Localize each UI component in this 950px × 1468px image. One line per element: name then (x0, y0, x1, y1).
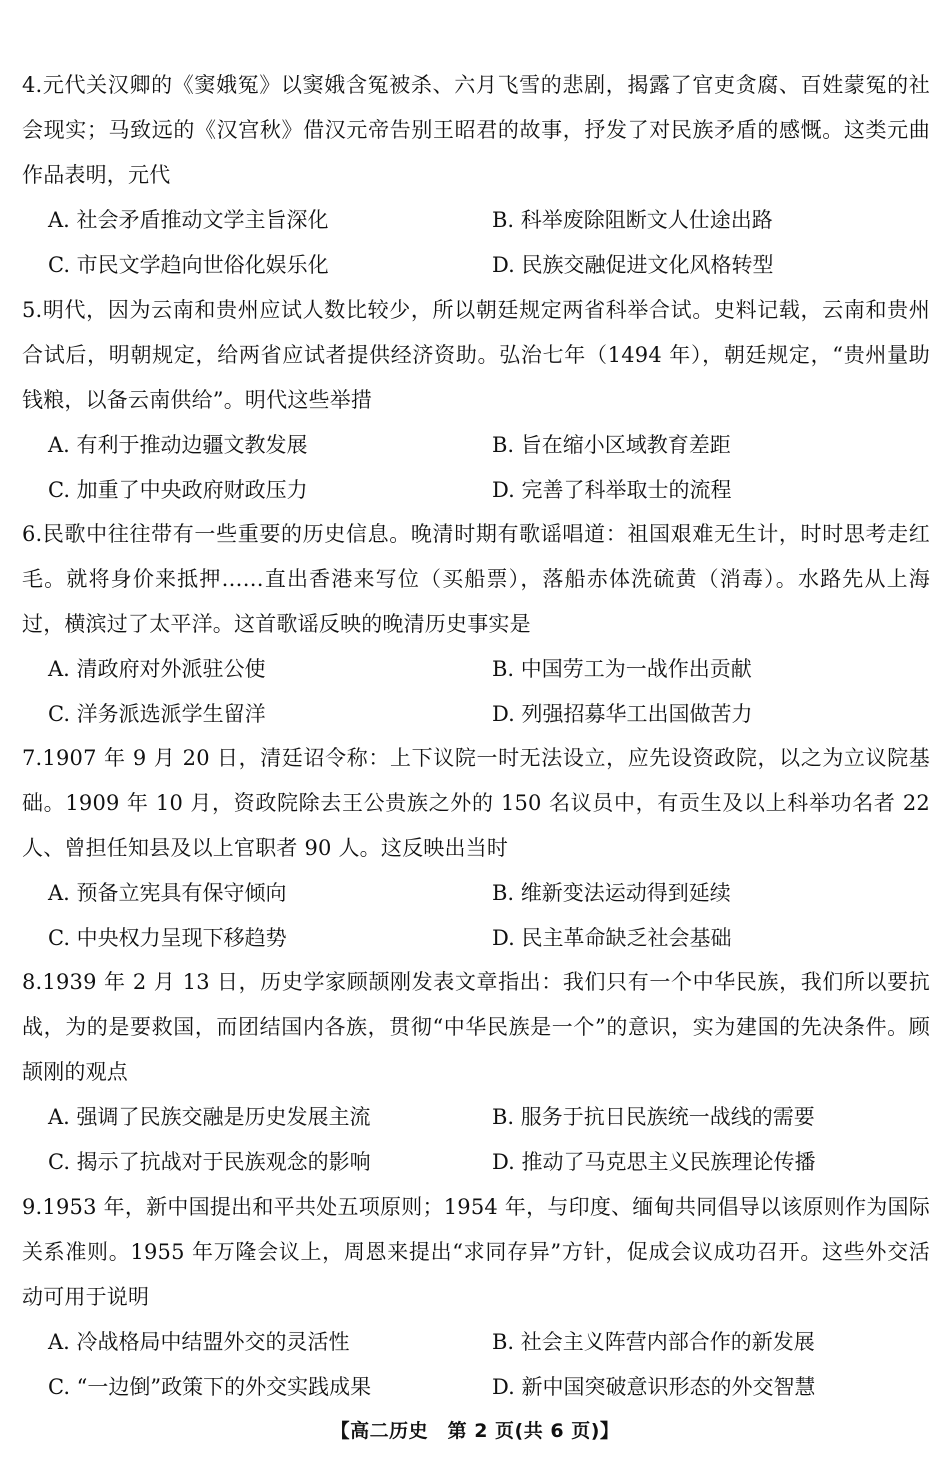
option-c: C. 市民文学趋向世俗化娱乐化 (48, 253, 329, 277)
question-6 (22, 512, 930, 737)
question-stem: 6.民歌中往往带有一些重要的历史信息。晚清时期有歌谣唱道：祖国艰难无生计，时时思考走红毛。就将身价来抵押……直出香港来写位（买船票），落船赤体洗硫黄（消毒）。水路先从上海过，横滨过了太平洋。这首歌谣反映的晚清历史事实是 (22, 522, 930, 636)
question-stem: 5.明代，因为云南和贵州应试人数比较少，所以朝廷规定两省科举合试。史料记载，云南和贵州合试后，明朝规定，给两省应试者提供经济资助。弘治七年（1494 年），朝廷规定，“贵州量助钱粮，以备云南供给”。明代这些举措 (22, 298, 930, 412)
question-stem: 9.1953 年，新中国提出和平共处五项原则；1954 年，与印度、缅甸共同倡导以该原则作为国际关系准则。1955 年万隆会议上，周恩来提出“求同存异”方针，促成会议成功召开。这些外交活动可用于说明 (22, 1195, 930, 1309)
question-stem: 4.元代关汉卿的《窦娥冤》以窦娥含冤被杀、六月飞雪的悲剧，揭露了官吏贪腐、百姓蒙冤的社会现实；马致远的《汉宫秋》借汉元帝告别王昭君的故事，抒发了对民族矛盾的感慨。这类元曲作品表明，元代 (22, 73, 930, 187)
options-grid (22, 423, 930, 513)
option-d: D. 民族交融促进文化风格转型 (492, 253, 774, 277)
option-a: A. 冷战格局中结盟外交的灵活性 (48, 1330, 350, 1354)
option-b: B. 科举废除阻断文人仕途出路 (492, 208, 773, 232)
question-stem: 8.1939 年 2 月 13 日，历史学家顾颉刚发表文章指出：我们只有一个中华民族，我们所以要抗战，为的是要救国，而团结国内各族，贯彻“中华民族是一个”的意识，实为建国的先决条件。顾颉刚的观点 (22, 970, 930, 1084)
option-d: D. 列强招募华工出国做苦力 (492, 702, 753, 726)
option-c: C. 中央权力呈现下移趋势 (48, 926, 287, 950)
option-b: B. 中国劳工为一战作出贡献 (492, 657, 752, 681)
option-a: A. 有利于推动边疆文教发展 (48, 433, 308, 457)
question-stem: 7.1907 年 9 月 20 日，清廷诏令称：上下议院一时无法设立，应先设资政院，以之为立议院基础。1909 年 10 月，资政院除去王公贵族之外的 150 名议员中，有贡生及以上科举功名者 22 人、曾担任知县及以上官职者 90 人。这反映出当时 (22, 746, 930, 860)
option-c: C. “一边倒”政策下的外交实践成果 (48, 1375, 372, 1399)
question-7 (22, 736, 930, 961)
question-9 (22, 1185, 930, 1410)
options-grid (22, 1320, 930, 1410)
option-a: A. 清政府对外派驻公使 (48, 657, 266, 681)
option-b: B. 维新变法运动得到延续 (492, 881, 731, 905)
options-grid (22, 647, 930, 737)
question-8 (22, 960, 930, 1185)
option-b: B. 社会主义阵营内部合作的新发展 (492, 1330, 815, 1354)
option-a: A. 预备立宪具有保守倾向 (48, 881, 287, 905)
page-footer: 【高二历史 第 2 页(共 6 页)】 (330, 1420, 620, 1442)
option-c: C. 揭示了抗战对于民族观念的影响 (48, 1150, 371, 1174)
option-c: C. 洋务派选派学生留洋 (48, 702, 266, 726)
question-5 (22, 288, 930, 513)
option-b: B. 旨在缩小区域教育差距 (492, 433, 731, 457)
option-c: C. 加重了中央政府财政压力 (48, 478, 308, 502)
option-a: A. 社会矛盾推动文学主旨深化 (48, 208, 329, 232)
option-d: D. 新中国突破意识形态的外交智慧 (492, 1375, 816, 1399)
option-b: B. 服务于抗日民族统一战线的需要 (492, 1105, 815, 1129)
option-d: D. 民主革命缺乏社会基础 (492, 926, 732, 950)
option-a: A. 强调了民族交融是历史发展主流 (48, 1105, 371, 1129)
question-4 (22, 63, 930, 288)
option-d: D. 完善了科举取士的流程 (492, 478, 732, 502)
option-d: D. 推动了马克思主义民族理论传播 (492, 1150, 816, 1174)
options-grid (22, 871, 930, 961)
options-grid (22, 198, 930, 288)
options-grid (22, 1095, 930, 1185)
